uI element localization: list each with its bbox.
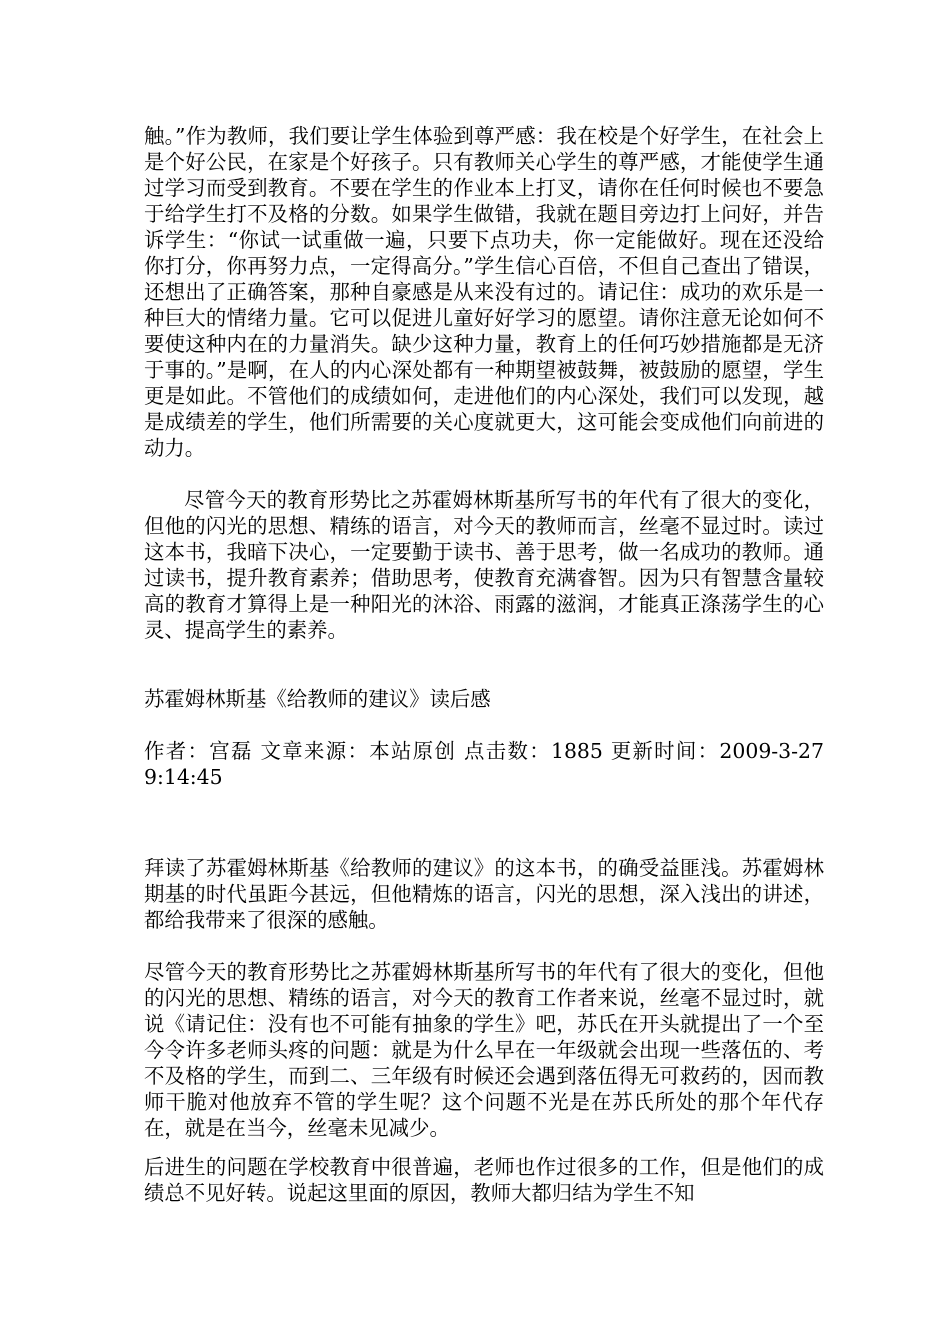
paragraph-conclusion: 尽管今天的教育形势比之苏霍姆林斯基所写书的年代有了很大的变化，但他的闪光的思想、精练的语言，对今天的教师而言，丝毫不显过时。读过这本书，我暗下决心，一定要勤于读书、善于思考，做一名成功的教师。通过读书，提升教育素养；借助思考，使教育充满睿智。因为只有智慧含量较高的教育才算得上是一种阳光的沐浴、雨露的滋润，才能真正涤荡学生的心灵、提高学生的素养。 (144, 488, 824, 642)
paragraph-continued: 触。”作为教师，我们要让学生体验到尊严感：我在校是个好学生，在社会上是个好公民，在家是个好孩子。只有教师关心学生的尊严感，才能使学生通过学习而受到教育。不要在学生的作业本上打叉，请你在任何时候也不要急于给学生打不及格的分数。如果学生做错，我就在题目旁边打上问好，并告诉学生：“你试一试重做一遍，只要下点功夫，你一定能做好。现在还没给你打分，你再努力点，一定得高分。”学生信心百倍，不但自己查出了错误，还想出了正确答案，那种自豪感是从来没有过的。请记住：成功的欢乐是一种巨大的情绪力量。它可以促进儿童好好学习的愿望。请你注意无论如何不要使这种内在的力量消失。缺少这种力量，教育上的任何巧妙措施都是无济于事的。”是啊，在人的内心深处都有一种期望被鼓舞，被鼓励的愿望，学生更是如此。不管他们的成绩如何，走进他们的内心深处，我们可以发现，越是成绩差的学生，他们所需要的关心度就更大，这可能会变成他们向前进的动力。 (144, 124, 824, 460)
paragraph-second: 尽管今天的教育形势比之苏霍姆林斯基所写书的年代有了很大的变化，但他的闪光的思想、精练的语言，对今天的教育工作者来说，丝毫不显过时，就说《请记住：没有也不可能有抽象的学生》吧，苏氏在开头就提出了一个至今令许多老师头疼的问题：就是为什么早在一年级就会出现一些落伍的、考不及格的学生，而到二、三年级有时候还会遇到落伍得无可救药的，因而教师干脆对他放弃不管的学生呢？这个问题不光是在苏氏所处的那个年代存在，就是在当今，丝毫未见减少。 (144, 960, 824, 1140)
article-title: 苏霍姆林斯基《给教师的建议》读后感 (144, 687, 491, 711)
paragraph-third: 后进生的问题在学校教育中很普遍，老师也作过很多的工作，但是他们的成绩总不见好转。说起这里面的原因，教师大都归结为学生不知 (144, 1155, 824, 1205)
paragraph-intro: 拜读了苏霍姆林斯基《给教师的建议》的这本书，的确受益匪浅。苏霍姆林期基的时代虽距今甚远，但他精炼的语言，闪光的思想，深入浅出的讲述，都给我带来了很深的感触。 (144, 856, 824, 932)
article-meta: 作者：宫磊 文章来源：本站原创 点击数：1885 更新时间：2009-3-27 9:14:45 (144, 739, 824, 789)
